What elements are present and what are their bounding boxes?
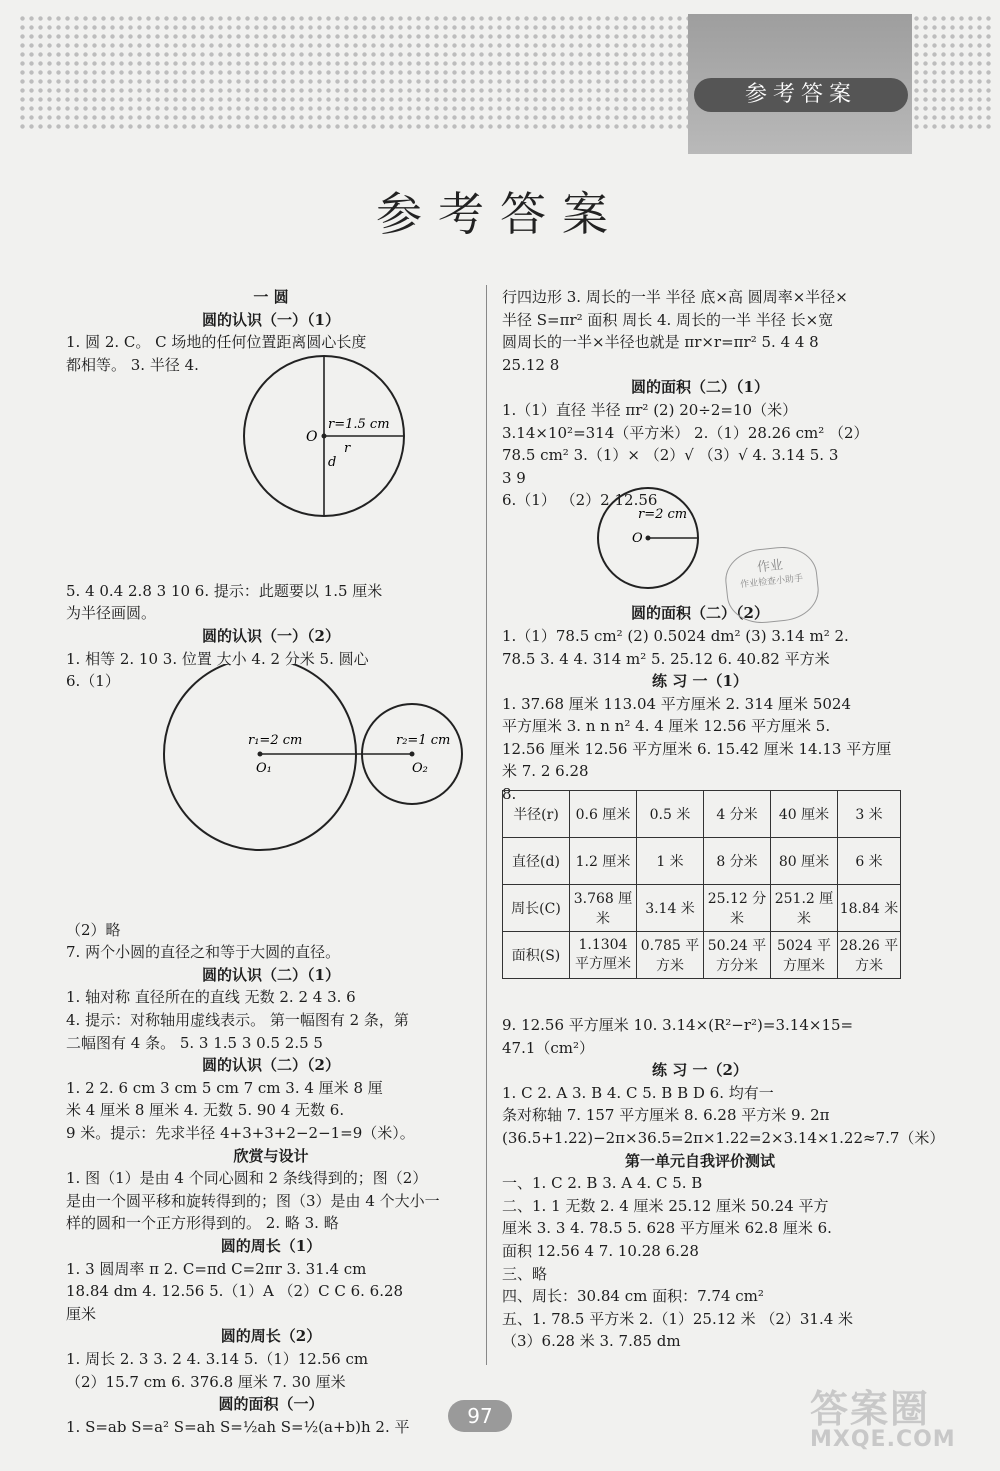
center-label: O <box>632 531 643 546</box>
section-heading: 欣赏与设计 <box>233 1146 309 1165</box>
section-heading: 练 习 一（1） <box>652 672 748 691</box>
table-cell: 251.2 厘米 <box>771 885 838 932</box>
text-line: 5. 4 0.4 2.8 3 10 6. 提示：此题要以 1.5 厘米 <box>66 581 383 600</box>
text-line: 厘米 <box>66 1304 97 1323</box>
table-cell: 3 米 <box>838 791 901 838</box>
table-cell: 1.2 厘米 <box>570 838 637 885</box>
table-cell: 18.84 米 <box>838 885 901 932</box>
text-line: 1. 相等 2. 10 3. 位置 大小 4. 2 分米 5. 圆心 <box>66 649 369 668</box>
text-line: 都相等。 3. 半径 4. <box>66 355 199 374</box>
text-line: 二幅图有 4 条。 5. 3 1.5 3 0.5 2.5 5 <box>66 1033 323 1052</box>
table-cell: 4 分米 <box>704 791 771 838</box>
text-line: 47.1（cm²） <box>502 1038 595 1057</box>
table-row <box>503 838 901 885</box>
text-line: 78.5 cm² 3.（1）× （2）√ （3）√ 4. 3.14 5. 3 <box>502 446 839 465</box>
table-cell: 3.14 米 <box>637 885 704 932</box>
text-line: 1. 图（1）是由 4 个同心圆和 2 条线得到的；图（2） <box>66 1169 428 1188</box>
text-line: 为半径画圆。 <box>66 604 157 623</box>
text-line: 3.14×10²=314（平方米） 2.（1）28.26 cm² （2） <box>502 423 869 442</box>
o2-label: O₂ <box>412 761 428 776</box>
o1-label: O₁ <box>256 761 272 776</box>
row-header-cell: 直径(d) <box>503 838 570 885</box>
big-radius-label: r₁=2 cm <box>248 733 303 748</box>
r-label: r <box>344 441 351 456</box>
text-line: 一、1. C 2. B 3. A 4. C 5. B <box>502 1174 703 1193</box>
text-line: 1. 3 圆周率 π 2. C=πd C=2πr 3. 31.4 cm <box>66 1259 367 1278</box>
text-line: 3 9 <box>502 468 526 487</box>
text-line: 1. S=ab S=a² S=ah S=½ah S=½(a+b)h 2. 平 <box>66 1417 410 1436</box>
text-line: 4. 提示：对称轴用虚线表示。 第一幅图有 2 条，第 <box>66 1011 409 1029</box>
text-line: 四、周长：30.84 cm 面积：7.74 cm² <box>502 1287 764 1306</box>
row-header-cell: 面积(S) <box>503 932 570 979</box>
circle-figure-1 <box>240 352 410 522</box>
section-heading: 圆的周长（1） <box>220 1236 322 1255</box>
two-circles-figure <box>160 664 470 864</box>
text-line <box>66 535 476 558</box>
section-heading: 圆的认识（一）（2） <box>202 626 340 645</box>
section-heading: 圆的认识（二）（1） <box>202 965 340 984</box>
text-line: 是由一个圆平移和旋转得到的；图（3）是由 4 个大小一 <box>66 1191 440 1210</box>
center-label: O <box>306 429 318 445</box>
table-cell: 50.24 平方分米 <box>704 932 771 979</box>
table-cell: 40 厘米 <box>771 791 838 838</box>
text-line: 米 4 厘米 8 厘米 4. 无数 5. 90 4 无数 6. <box>66 1101 345 1120</box>
text-line: 6.（1） （2）2 12.56 <box>502 491 658 510</box>
text-line: 7. 两个小圆的直径之和等于大圆的直径。 <box>66 943 341 962</box>
text-line: 1. 圆 2. C。 C 场地的任何位置距离圆心长度 <box>66 333 367 352</box>
text-line: 1.（1）78.5 cm² (2) 0.5024 dm² (3) 3.14 m² 2. <box>502 626 849 645</box>
text-line: 半径 S=πr² 面积 周长 4. 周长的一半 半径 长×宽 <box>502 310 834 329</box>
table-cell: 0.785 平方米 <box>637 932 704 979</box>
circle-figure-3 <box>594 484 706 596</box>
text-line: 1. 37.68 厘米 113.04 平方厘米 2. 314 厘米 5024 <box>502 694 851 713</box>
homework-stamp: 作业 作业检查小助手 <box>722 543 821 626</box>
text-line: 三、略 <box>502 1264 548 1283</box>
text-line <box>66 873 476 896</box>
section-heading: 圆的认识（一）（1） <box>202 310 340 329</box>
table-cell: 6 米 <box>838 838 901 885</box>
text-line: 平方厘米 3. n n n² 4. 4 厘米 12.56 平方厘米 5. <box>502 717 831 736</box>
column-divider <box>486 285 487 1365</box>
small-radius-label: r₂=1 cm <box>396 733 451 748</box>
text-line: 18.84 dm 4. 12.56 5.（1）A （2）C C 6. 6.28 <box>66 1282 404 1301</box>
section-heading: 圆的认识（二）（2） <box>202 1056 340 1075</box>
text-line: （2）15.7 cm 6. 376.8 厘米 7. 30 厘米 <box>66 1372 346 1391</box>
page-number: 97 <box>448 1400 512 1432</box>
table-row <box>503 791 901 838</box>
text-line: （2）略 <box>66 920 121 939</box>
page-title: 参考答案 <box>376 187 624 241</box>
table-cell: 25.12 分米 <box>704 885 771 932</box>
section-heading: 圆的周长（2） <box>220 1327 322 1346</box>
section-heading: 圆的面积（二）（2） <box>631 604 769 623</box>
text-line: (36.5+1.22)−2π×36.5=2π×1.22=2×3.14×1.22≈7.7（米） <box>502 1128 945 1147</box>
section-heading: 一 圆 <box>253 288 289 306</box>
table-row <box>503 885 901 932</box>
header-badge: 参考答案 <box>694 78 908 112</box>
text-line: 25.12 8 <box>502 355 560 374</box>
watermark: 答案圈 MXQE.COM <box>810 1387 956 1452</box>
table-row <box>503 932 901 979</box>
radius-label: r=2 cm <box>638 507 688 522</box>
table-cell: 1.1304 平方厘米 <box>570 932 637 979</box>
section-heading: 圆的面积（一） <box>218 1395 324 1414</box>
section-heading: 第一单元自我评价测试 <box>624 1151 775 1170</box>
d-label: d <box>328 455 337 470</box>
header-dot-pattern <box>18 14 688 132</box>
text-line: 圆周长的一半×半径也就是 πr×r=πr² 5. 4 4 8 <box>502 333 819 352</box>
text-line: 1. 2 2. 6 cm 3 cm 5 cm 7 cm 3. 4 厘米 8 厘 <box>66 1078 383 1097</box>
text-line: 样的圆和一个正方形得到的。 2. 略 3. 略 <box>66 1214 339 1233</box>
section-heading: 练 习 一（2） <box>652 1061 748 1080</box>
text-line: 行四边形 3. 周长的一半 半径 底×高 圆周率×半径× <box>502 288 848 306</box>
text-line: 面积 12.56 4 7. 10.28 6.28 <box>502 1241 699 1260</box>
text-line: 8. <box>502 785 517 804</box>
text-line: 6.（1） <box>66 672 120 691</box>
row-header-cell: 周长(C) <box>503 885 570 932</box>
radius-label: r=1.5 cm <box>328 417 390 432</box>
text-line: 1.（1）直径 半径 πr² (2) 20÷2=10（米） <box>502 400 798 419</box>
header-dot-pattern-right <box>912 14 992 132</box>
text-line: 条对称轴 7. 157 平方厘米 8. 6.28 平方米 9. 2π <box>502 1106 830 1125</box>
table-cell: 28.26 平方米 <box>838 932 901 979</box>
text-line: 78.5 3. 4 4. 314 m² 5. 25.12 6. 40.82 平方米 <box>502 649 830 668</box>
table-cell: 0.6 厘米 <box>570 791 637 838</box>
right-column-after-table <box>502 1014 945 1353</box>
section-heading: 圆的面积（二）（1） <box>631 378 769 397</box>
text-line: （3）6.28 米 3. 7.85 dm <box>502 1332 681 1351</box>
text-line: 二、1. 1 无数 2. 4 厘米 25.12 厘米 50.24 平方 <box>502 1196 829 1215</box>
text-line: 9. 12.56 平方厘米 10. 3.14×(R²−r²)=3.14×15= <box>502 1016 854 1034</box>
text-line: 米 7. 2 6.28 <box>502 762 589 781</box>
table-cell: 3.768 厘米 <box>570 885 637 932</box>
table-cell: 8 分米 <box>704 838 771 885</box>
table-cell: 0.5 米 <box>637 791 704 838</box>
table-cell: 5024 平方厘米 <box>771 932 838 979</box>
text-line: 五、1. 78.5 平方米 2.（1）25.12 米 （2）31.4 米 <box>502 1309 854 1328</box>
answer-table <box>502 790 901 979</box>
text-line <box>66 557 476 580</box>
text-line: 1. C 2. A 3. B 4. C 5. B B D 6. 均有一 <box>502 1083 774 1102</box>
text-line <box>66 896 476 919</box>
table-cell: 80 厘米 <box>771 838 838 885</box>
text-line: 1. 周长 2. 3 3. 2 4. 3.14 5.（1）12.56 cm <box>66 1349 369 1368</box>
table-cell: 1 米 <box>637 838 704 885</box>
text-line: 厘米 3. 3 4. 78.5 5. 628 平方厘米 62.8 厘米 6. <box>502 1219 832 1238</box>
row-header-cell: 半径(r) <box>503 791 570 838</box>
text-line: 9 米。提示：先求半径 4+3+3+2−2−1=9（米）。 <box>66 1123 415 1142</box>
text-line: 1. 轴对称 直径所在的直线 无数 2. 2 4 3. 6 <box>66 988 356 1007</box>
text-line: 12.56 厘米 12.56 平方厘米 6. 15.42 厘米 14.13 平方厘 <box>502 739 892 758</box>
